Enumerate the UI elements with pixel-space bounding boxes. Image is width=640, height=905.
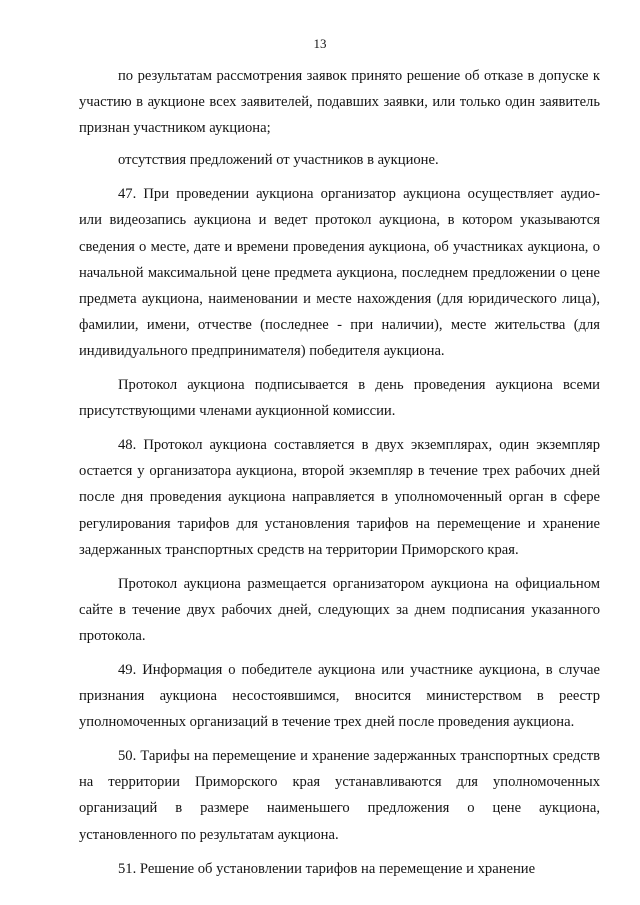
paragraph-protocol-signing: Протокол аукциона подписывается в день проведения аукциона всеми присутствующими членами аукционной комиссии. [79,377,600,420]
paragraph-protocol-publication: Протокол аукциона размещается организатором аукциона на официальном сайте в течение двух рабочих дней, следующих за днем подписания указанного протокола. [79,575,600,644]
paragraph-47: 47. При проведении аукциона организатор аукциона осуществляет аудио- или видеозапись аукциона и ведет протокол аукциона, в котором указываются сведения о месте, дате и времени проведения аукциона, об участниках аукциона, о начальной максимальной цене предмета аукциона, последнем предложении о цене предмета аукциона, наименовании и месте нахождения (для юридического лица), фамилии, имени, отчестве (последнее - при наличии), месте жительства (для индивидуального предпринимателя) победителя аукциона. [79,186,600,359]
page-number: 13 [313,36,327,51]
document-body [79,63,600,890]
paragraph-48: 48. Протокол аукциона составляется в двух экземплярах, один экземпляр остается у организатора аукциона, второй экземпляр в течение трех рабочих дней после дня проведения аукциона направляется в уполномоченный орган в сфере регулирования тарифов для установления тарифов на перемещение и хранение задержанных транспортных средств на территории Приморского края. [79,437,600,558]
paragraph-no-offers: отсутствия предложений от участников в аукционе. [118,152,439,169]
paragraph-50: 50. Тарифы на перемещение и хранение задержанных транспортных средств на территории Приморского края устанавливаются для уполномоченных организаций в размере наименьшего предложения о цене аукциона, установленного по результатам аукциона. [79,748,600,843]
paragraph-49: 49. Информация о победителе аукциона или участнике аукциона, в случае признания аукциона несостоявшимся, вносится министерством в реестр уполномоченных организаций в течение трех дней после проведения аукциона. [79,661,600,731]
paragraph-auction-failure-condition: по результатам рассмотрения заявок принято решение об отказе в допуске к участию в аукционе всех заявителей, подавших заявки, или только один заявитель признан участником аукциона; [79,68,600,137]
paragraph-51: 51. Решение об установлении тарифов на перемещение и хранение [118,860,536,877]
